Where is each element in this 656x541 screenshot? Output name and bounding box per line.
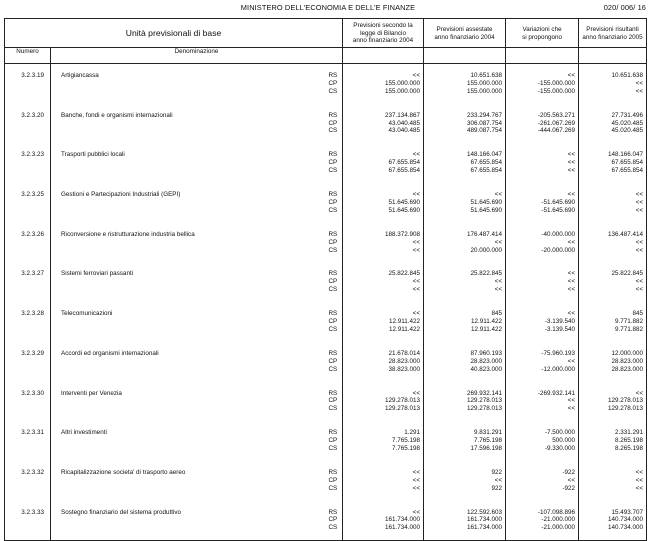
- upb-number: 3.2.3.30: [5, 382, 51, 422]
- value-variazioni: -107.098.896 -21.000.000 -21.000.000: [506, 501, 579, 541]
- upb-denomination: Interventi per Venezia: [61, 389, 122, 397]
- row-codes: RS CP CS: [328, 191, 338, 214]
- value-risultanti-2005: 12.000.000 28.823.000 28.823.000: [579, 342, 647, 382]
- value-legge-bilancio-2004: 25.822.845 << <<: [343, 262, 424, 302]
- upb-number: 3.2.3.33: [5, 501, 51, 541]
- value-variazioni: << -51.645.690 -51.645.690: [506, 183, 579, 223]
- value-risultanti-2005: 148.166.047 67.655.854 67.655.854: [579, 143, 647, 183]
- value-assestate-2004: 176.487.414 << 20.000.000: [424, 223, 506, 263]
- value-legge-bilancio-2004: << 12.911.422 12.911.422: [343, 302, 424, 342]
- upb-number: 3.2.3.23: [5, 143, 51, 183]
- value-legge-bilancio-2004: << << <<: [343, 461, 424, 501]
- row-codes: RS CP CS: [328, 310, 338, 333]
- row-codes: RS CP CS: [328, 230, 338, 254]
- row-codes: RS CP CS: [328, 429, 338, 452]
- upb-denomination: Artigiancassa: [61, 72, 99, 79]
- value-legge-bilancio-2004: 188.372.908 << <<: [343, 223, 424, 263]
- value-risultanti-2005: << 129.278.013 129.278.013: [579, 382, 647, 422]
- page-number: 020/ 006/ 16: [603, 3, 646, 12]
- value-assestate-2004: 845 12.911.422 12.911.422: [424, 302, 506, 342]
- value-variazioni: << -3.139.540 -3.139.540: [506, 302, 579, 342]
- value-risultanti-2005: 15.493.707 140.734.000 140.734.000: [579, 501, 647, 541]
- col-header-assestate-2004: Previsioni assestate anno finanziario 2004: [424, 19, 506, 48]
- ministry-header: MINISTERO DELL'ECONOMIA E DELL'E FINANZE: [240, 3, 416, 12]
- value-variazioni: << << <<: [506, 143, 579, 183]
- value-legge-bilancio-2004: << 51.645.690 51.645.690: [343, 183, 424, 223]
- col-header-legge-bilancio-2004: Previsioni secondo la legge di Bilancio anno finanziario 2004: [343, 19, 424, 48]
- upb-denomination: Riconversione e ristrutturazione industria bellica: [61, 230, 195, 238]
- value-risultanti-2005: 25.822.845 << <<: [579, 262, 647, 302]
- value-legge-bilancio-2004: 21.678.014 28.823.000 38.823.000: [343, 342, 424, 382]
- upb-denomination: Banche, fondi e organismi internazionali: [61, 111, 173, 119]
- value-risultanti-2005: << << <<: [579, 183, 647, 223]
- value-variazioni: -269.932.141 << <<: [506, 382, 579, 422]
- row-codes: RS CP CS: [328, 468, 338, 492]
- upb-denomination: Ricapitalizzazione societa' di trasporto aereo: [61, 468, 186, 476]
- table-row: [5, 143, 647, 183]
- value-legge-bilancio-2004: << 129.278.013 129.278.013: [343, 382, 424, 422]
- value-assestate-2004: 9.831.291 7.765.198 17.596.198: [424, 421, 506, 461]
- table-row: [5, 104, 647, 144]
- value-assestate-2004: << 51.645.690 51.645.690: [424, 183, 506, 223]
- value-legge-bilancio-2004: 1.291 7.765.198 7.765.198: [343, 421, 424, 461]
- upb-denomination: Sostegno finanziario del sistema produttivo: [51, 501, 329, 541]
- upb-number: 3.2.3.20: [5, 104, 51, 144]
- value-variazioni: -922 << -922: [506, 461, 579, 501]
- upb-number: 3.2.3.29: [5, 342, 51, 382]
- table-row: [5, 183, 647, 223]
- table-row: [5, 382, 647, 422]
- row-codes: RS CP CS: [329, 501, 343, 541]
- value-variazioni: -75.960.193 << -12.000.000: [506, 342, 579, 382]
- value-assestate-2004: 269.932.141 129.278.013 129.278.013: [424, 382, 506, 422]
- upb-number: 3.2.3.27: [5, 262, 51, 302]
- value-assestate-2004: 87.960.193 28.823.000 40.823.000: [424, 342, 506, 382]
- budget-table: [4, 18, 647, 541]
- table-row: [5, 64, 647, 104]
- upb-denomination: Sistemi ferroviari passanti: [61, 270, 134, 278]
- value-legge-bilancio-2004: 237.134.867 43.040.485 43.040.485: [343, 104, 424, 144]
- upb-number: 3.2.3.26: [5, 223, 51, 263]
- upb-denomination: Altri investimenti: [61, 429, 107, 437]
- table-title: Unità previsionali di base: [5, 19, 343, 48]
- col-header-variazioni: Variazioni che si propongono: [506, 19, 579, 48]
- row-codes: RS CP CS: [328, 111, 338, 135]
- value-variazioni: -7.500.000 500.000 -9.330.000: [506, 421, 579, 461]
- value-legge-bilancio-2004: << 155.000.000 155.000.000: [343, 64, 424, 104]
- table-row: [5, 461, 647, 501]
- value-risultanti-2005: << << <<: [579, 461, 647, 501]
- row-codes: RS CP CS: [328, 72, 338, 95]
- value-legge-bilancio-2004: << 161.734.000 161.734.000: [343, 501, 424, 541]
- table-row: [5, 421, 647, 461]
- table-row: [5, 501, 647, 541]
- value-assestate-2004: 922 << 922: [424, 461, 506, 501]
- table-row: [5, 342, 647, 382]
- value-risultanti-2005: 2.331.291 8.265.198 8.265.198: [579, 421, 647, 461]
- upb-number: 3.2.3.25: [5, 183, 51, 223]
- value-risultanti-2005: 10.651.638 << <<: [579, 64, 647, 104]
- value-assestate-2004: 10.651.638 155.000.000 155.000.000: [424, 64, 506, 104]
- table-row: [5, 223, 647, 263]
- value-assestate-2004: 148.166.047 67.655.854 67.655.854: [424, 143, 506, 183]
- table-row: [5, 302, 647, 342]
- row-codes: RS CP CS: [328, 151, 338, 175]
- col-header-risultanti-2005: Previsioni risultanti anno finanziario 2005: [579, 19, 647, 48]
- upb-number: 3.2.3.28: [5, 302, 51, 342]
- value-legge-bilancio-2004: << 67.655.854 67.655.854: [343, 143, 424, 183]
- upb-number: 3.2.3.31: [5, 421, 51, 461]
- row-codes: RS CP CS: [328, 270, 338, 294]
- col-header-numero: Numero: [5, 48, 51, 64]
- col-header-denominazione: Denominazione: [51, 48, 343, 64]
- value-assestate-2004: 233.294.767 306.087.754 489.087.754: [424, 104, 506, 144]
- upb-denomination: Accordi ed organismi internazionali: [61, 349, 159, 357]
- upb-denomination: Trasporti pubblici locali: [61, 151, 125, 159]
- row-codes: RS CP CS: [328, 349, 338, 373]
- value-risultanti-2005: 27.731.496 45.020.485 45.020.485: [579, 104, 647, 144]
- row-codes: RS CP CS: [328, 389, 338, 413]
- value-risultanti-2005: 136.487.414 << <<: [579, 223, 647, 263]
- upb-denomination: Telecomunicazioni: [61, 310, 113, 318]
- upb-denomination: Gestioni e Partecipazioni Industriali (GEPI): [61, 191, 181, 199]
- table-row: [5, 262, 647, 302]
- value-variazioni: -40.000.000 << -20.000.000: [506, 223, 579, 263]
- value-variazioni: << << <<: [506, 262, 579, 302]
- value-variazioni: << -155.000.000 -155.000.000: [506, 64, 579, 104]
- value-assestate-2004: 25.822.845 << <<: [424, 262, 506, 302]
- upb-number: 3.2.3.32: [5, 461, 51, 501]
- value-risultanti-2005: 845 9.771.882 9.771.882: [579, 302, 647, 342]
- value-assestate-2004: 122.592.603 161.734.000 161.734.000: [424, 501, 506, 541]
- value-variazioni: -205.563.271 -261.067.269 -444.067.269: [506, 104, 579, 144]
- upb-number: 3.2.3.19: [5, 64, 51, 104]
